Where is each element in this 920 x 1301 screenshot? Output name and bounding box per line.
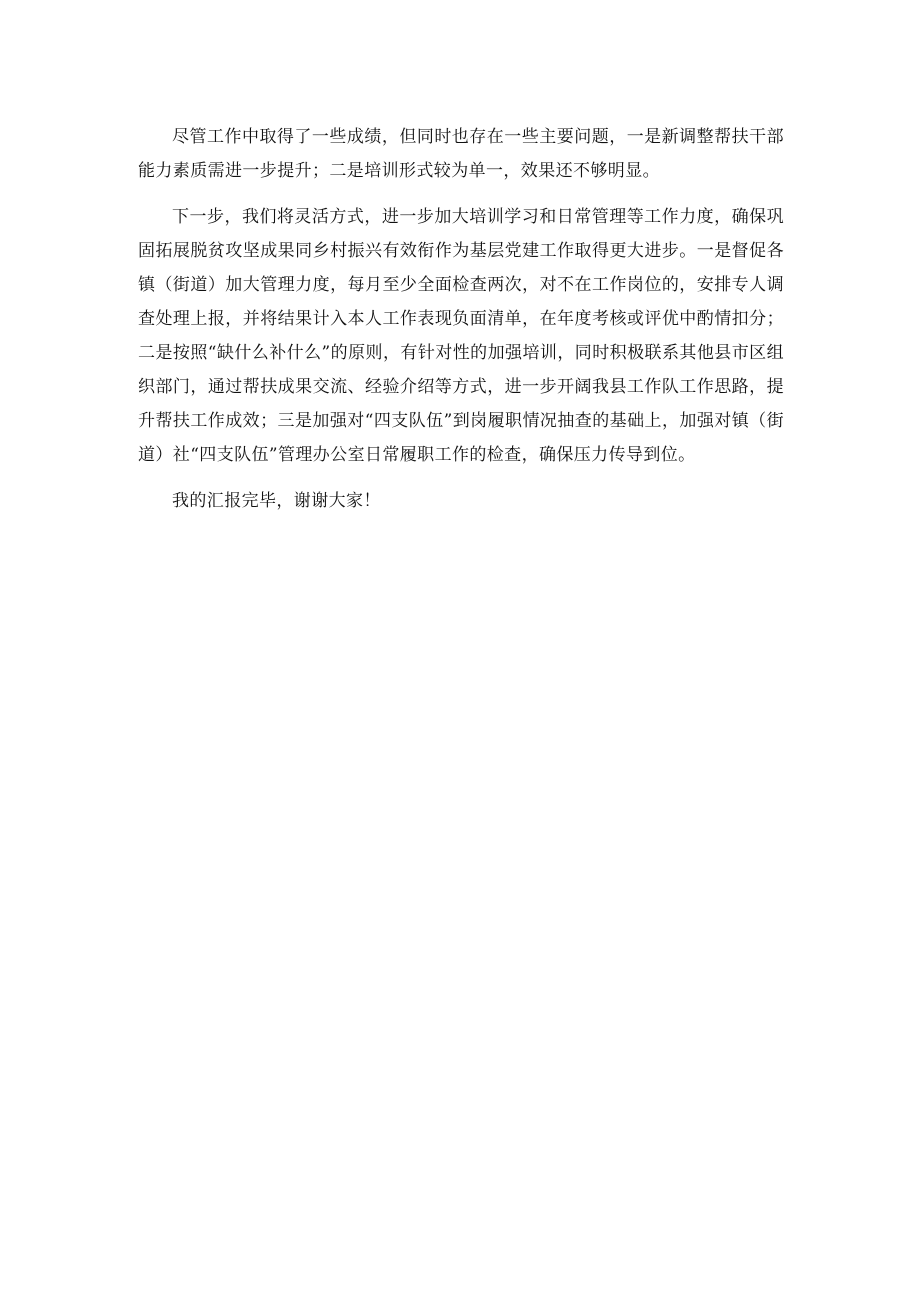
document-body (138, 120, 784, 530)
paragraph-issues: 尽管工作中取得了一些成绩，但同时也存在一些主要问题，一是新调整帮扶干部能力素质需进一步提升；二是培训形式较为单一，效果还不够明显。 (138, 127, 784, 181)
paragraph-closing: 我的汇报完毕，谢谢大家！ (172, 491, 381, 511)
paragraph-next-steps: 下一步，我们将灵活方式，进一步加大培训学习和日常管理等工作力度，确保巩固拓展脱贫攻坚成果同乡村振兴有效衔作为基层党建工作取得更大进步。一是督促各镇（街道）加大管理力度，每月至少全面检查两次，对不在工作岗位的，安排专人调查处理上报，并将结果计入本人工作表现负面清单，在年度考核或评优中酌情扣分；二是按照“缺什么补什么”的原则，有针对性的加强培训，同时积极联系其他县市区组织部门，通过帮扶成果交流、经验介绍等方式，进一步开阔我县工作队工作思路，提升帮扶工作成效；三是加强对“四支队伍”到岗履职情况抽查的基础上，加强对镇（街道）社“四支队伍”管理办公室日常履职工作的检查，确保压力传导到位。 (138, 207, 784, 465)
